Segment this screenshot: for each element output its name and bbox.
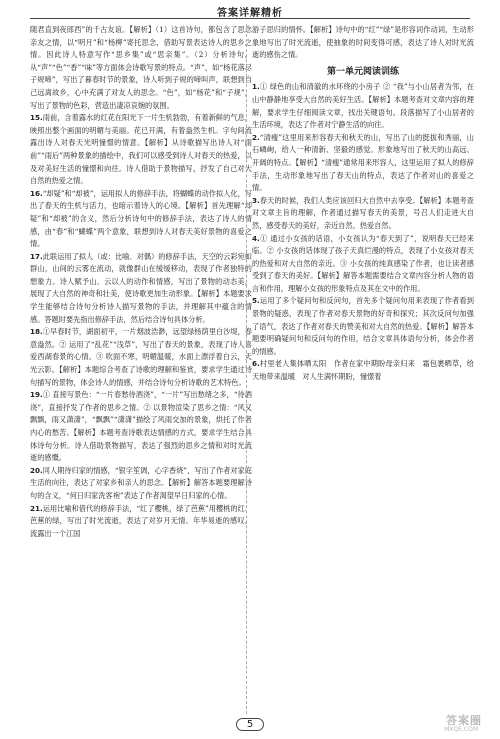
question-number: 18. — [30, 327, 43, 337]
question-number: 16. — [30, 188, 43, 198]
answer-text: 同人期待归家的情感，“银字笙调，心字香烧”，写出了作者对家庭生活的向往，表达了对家乡和亲人的思念。【解析】解答本题要理解诗句的含义，“何日归家洗客袍”表达了作者渴望早日归家的心情。 — [30, 465, 252, 500]
answer-text: 村里老人集体晒太阳 作者在家中期盼母亲归来 霜包裹晒草，给天地带来温暖 对人生满怀期盼，憧憬着 — [252, 359, 474, 382]
watermark-url: MXQE.COM — [444, 726, 478, 733]
left_column-item — [30, 24, 252, 112]
question-number: 1. — [252, 82, 260, 92]
section-title: 第一单元阅读训练 — [326, 66, 399, 77]
answer-text: 运用比喻和借代的修辞手法，“红了樱桃，绿了芭蕉”用樱桃的红、芭蕉的绿，写出了时光流逝，表达了对岁月无情、年华易逝的感叹，流露出一个江国 — [30, 503, 252, 538]
right-column-items — [252, 81, 474, 383]
left_column-item — [30, 503, 252, 541]
question-number: 5. — [252, 296, 260, 306]
question-number: 4. — [252, 233, 260, 243]
question-number: 21. — [30, 503, 43, 513]
answer-text: “却疑”和“却被”，运用拟人的修辞手法，将蝴蝶的动作拟人化，写出了春天的生机与活力，也暗示着诗人的心境。【解析】首先理解“却疑”和“却被”的含义，然后分析诗句中的修辞手法，表达了诗人的情感，由“春”和“蝴蝶”两个意象，联想到诗人对春天美好景物的喜爱之情。 — [30, 188, 252, 249]
header-rule — [30, 18, 470, 19]
right_column-item — [252, 195, 474, 233]
left_column-item — [30, 465, 252, 503]
left_column-item — [30, 112, 252, 188]
answer-text: “清瘦”这里用来形容春天和秋天的山，写出了山的挺拔和秀丽，山石嶙峋，给人一种清新、坚毅的感觉。形象地写出了秋天的山高远、开阔的特点。【解析】“清瘦”通常用来形容人，这里运用了拟人的修辞手法，生动形象地写出了春天山的特点，表达了作者对山的喜爱之情。 — [252, 132, 474, 193]
answer-text: 随君直到夜郎西”的千古友谊。【解析】（1）这首诗句，都包含了思念亲友之情，以“明月”和“杨柳”寄托思念，借助写景表达诗人的思乡之情。因此诗人特意写作“思乡集”或“思亲集”。（2）分析诗句，从“声”“色”“香”“味”等方面体会诗歌写景的特点。“声”，如“杨花落尽子规啼”，写出了暮春时节的景象，诗人听到子规的啼叫声，联想到自己远离故乡，心中充满了对友人的思念。“色”，如“杨花”和“子规”，写出了景物的色彩，营造出凄凉哀婉的氛围。 — [30, 25, 252, 110]
question-number: 2. — [252, 132, 260, 142]
question-number: 3. — [252, 195, 260, 205]
right-column-intro: 游子思归的情怀。【解析】诗句中的“红”“绿”是形容词作动词，生动形象地写出了时光流逝，使抽象的时间变得可感，表达了诗人对时光流逝的感伤之情。 — [252, 25, 474, 60]
right_column-item — [252, 358, 474, 383]
right_column-item — [252, 295, 474, 358]
right_column-item — [252, 132, 474, 195]
answer-text: ① 直接写景色：“一片春愁待酒浇”，“一片”写出愁绪之多，“待酒浇”，直接抒发了作者的思乡之情。② 以景物渲染了思乡之情：“风又飘飘，雨又潇潇”，“飘飘”“潇潇”描绘了风雨交加的景象，烘托了作者内心的愁苦。【解析】本题考查诗歌表达情感的方式，要求学生结合具体诗句分析。诗人借助景物描写，表达了强烈的思乡之情和对时光流逝的感慨。 — [30, 390, 252, 463]
header-title: 答案详解精析 — [217, 8, 283, 19]
left_column-item — [30, 389, 252, 465]
page-header — [0, 0, 500, 22]
question-number: 17. — [30, 251, 43, 261]
left_column-item — [30, 188, 252, 251]
answer-text: 运用了多个疑问句和反问句，首先多个疑问句用来表现了作者看到景物的疑惑，表现了作者对春天景物的好奇和探究；其次反问句加强了语气，表达了作者对春天的赞美和对大自然的热爱。【解析】解答本题要明确疑问句和反问句的作用，结合文章具体语句分析，体会作者的情感。 — [252, 296, 474, 356]
page-number — [228, 718, 272, 731]
page-number-ring — [236, 718, 264, 731]
answer-text: ①早春时节，湖面初平，一片烟波浩渺，远望绿杨荫里白沙堤，春意盎然。② 运用了“乱花”“浅草”，写出了春天的景象，表现了诗人喜爱西湖春景的心情。③ 吹面不寒，明媚温暖，水面上漂浮着白云，天光云影。【解析】本题综合考查了诗歌的理解和鉴赏，要求学生通过诗句描写的景物，体会诗人的情感，并结合诗句分析诗歌的艺术特色。 — [30, 327, 252, 387]
answer-text: 此联运用了拟人（或：比喻、对偶）的修辞手法，天空的云彩宛如群山，山间的云雾在流动，就像群山在缓缓移动，表现了作者独特的想象力。诗人赋予山、云以人的动作和情感，写出了景物的动态美，展现了大自然的神奇和壮美，使诗歌更加生动形象。【解析】本题要求学生能够结合诗句分析诗人描写景物的手法，并理解其中蕴含的情感。答题时要先指出修辞手法，然后结合诗句具体分析。 — [30, 251, 252, 324]
answer-text: ① 通过小女孩的话语，小女孩认为“春天到了”，说明春天已经来临。② 小女孩的话体现了孩子天真烂漫的特点，表现了小女孩对春天的热爱和对大自然的亲近。③ 小女孩的纯真感染了作者，也让读者感受到了春天的美好。【解析】解答本题需要结合文章内容分析人物的语言和作用，理解小女孩的形象特点及其在文中的作用。 — [252, 233, 474, 293]
answer-text: 春天的时候，我们人类应该回归大自然中去享受。【解析】本题考查对文章主旨的理解，作者通过描写春天的美景，号召人们走进大自然，感受春天的美好，亲近自然、热爱自然。 — [252, 195, 474, 230]
left_column-item — [30, 326, 252, 389]
left-column — [30, 24, 252, 540]
question-number: 20. — [30, 465, 43, 475]
right_column-item — [252, 81, 474, 131]
answer-text: ① 绿色的山和清澈的水环绕的小房子 ② “我”与小山居者为邻，在山中静静地享受大自然的美好生活。【解析】本题考查对文章内容的理解，要求学生仔细阅读文章，找出关键语句。段落描写了小山居者的生活环境，表达了作者对宁静生活的向往。 — [252, 82, 474, 130]
page-number-text: 5 — [246, 719, 254, 730]
right_column-item — [252, 233, 474, 296]
question-number: 15. — [30, 113, 43, 123]
question-number: 6. — [252, 359, 260, 369]
right-column — [252, 24, 474, 384]
watermark-brand: 答案圈 — [446, 714, 482, 727]
answer-text: 雨前，含着露水的红花在阳光下一片生机勃勃，有着新鲜的气息，映照出整个画面的明媚与美丽。花已开满，有着盎然生机。字句间流露出诗人对春天光明憧憬的情意。【解析】从诗歌描写出诗人对“雨前”“雨后”两种景象的描绘中，我们可以感受到诗人对春天的热爱，以及对美好生活的憧憬和向往。诗人借助于景物描写，抒发了自己对大自然的热爱之情。 — [30, 113, 252, 186]
question-number: 19. — [30, 390, 43, 400]
column-divider — [246, 24, 247, 714]
left_column-item — [30, 251, 252, 327]
